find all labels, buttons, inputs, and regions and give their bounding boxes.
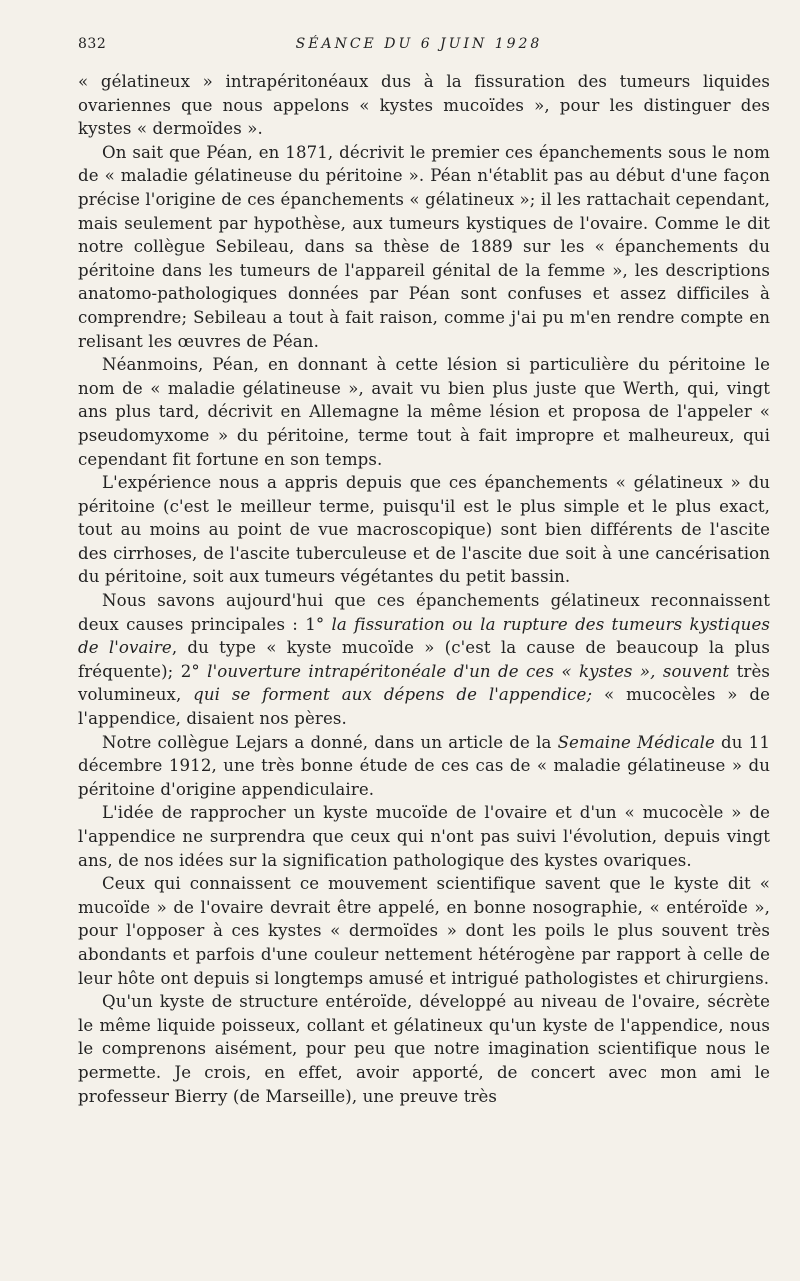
text-run: « gélatineux » intrapéritonéaux dus à la fissuration des tumeurs liquides ovariennes que nous appelons « kystes mucoïdes », pour les distinguer des kystes « dermoïdes ». [78, 72, 770, 139]
text-run: Notre collègue Lejars a donné, dans un article de la [102, 732, 558, 752]
running-head: SÉANCE DU 6 JUIN 1928 [295, 36, 543, 52]
page-number: 832 [78, 36, 107, 52]
paragraph [78, 731, 770, 802]
paragraph [78, 872, 770, 990]
text-run: Néanmoins, Péan, en donnant à cette lésion si particulière du péritoine le nom de « maladie gélatineuse », avait vu bien plus juste que Werth, qui, vingt ans plus tard, décrivit en Allemagne la même lésion et proposa de l'appeler « pseudomyxome » du péritoine, terme tout à fait impropre et malheureux, qui cependant fit fortune en son temps. [78, 355, 770, 469]
text-run: L'idée de rapprocher un kyste mucoïde de l'ovaire et d'un « mucocèle » de l'appendice ne surprendra que ceux qui n'ont pas suivi l'évolution, depuis vingt ans, de nos idées sur la signification pathologique des kystes ovariques. [78, 803, 770, 870]
paragraph [78, 353, 770, 471]
text-run: , du type « kyste mucoïde » (c'est la cause de beaucoup la plus fréquente); 2° [78, 638, 770, 681]
text-run: très volumineux, [78, 661, 770, 705]
italic-text: la fissuration ou la rupture des tumeurs kystiques de l'ovaire [78, 614, 770, 658]
paragraph [78, 801, 770, 872]
paragraph [78, 990, 770, 1108]
paragraph [78, 70, 770, 141]
italic-text: Semaine Médicale [557, 732, 715, 752]
italic-text: l'ouverture intrapéritonéale d'un de ces « kystes », souvent [207, 661, 730, 681]
text-run: du 11 décembre 1912, une très bonne étude de ces cas de « maladie gélatineuse » du péritoine d'origine appendiculaire. [78, 732, 770, 799]
page-header [78, 36, 770, 62]
text-run: On sait que Péan, en 1871, décrivit le premier ces épanchements sous le nom de « maladie gélatineuse du péritoine ». Péan n'établit pas au début d'une façon précise l'origine de ces épanchements « gélatineux »; il les rattachait cependant, mais seulement par hypothèse, aux tumeurs kystiques de l'ovaire. Comme le dit notre collègue Sebileau, dans sa thèse de 1889 sur les « épanchements du péritoine dans les tumeurs de l'appareil génital de la femme », les descriptions anatomo-pathologiques données par Péan sont confuses et assez difficiles à comprendre; Sebileau a tout à fait raison, comme j'ai pu m'en rendre compte en relisant les œuvres de Péan. [78, 142, 771, 351]
text-run: L'expérience nous a appris depuis que ces épanchements « gélatineux » du péritoine (c'est le meilleur terme, puisqu'il est le plus simple et le plus exact, tout au moins au point de vue macroscopique) sont bien différents de l'ascite des cirrhoses, de l'ascite tuberculeuse et de l'ascite due soit à une cancérisation du péritoine, soit aux tumeurs végétantes du petit bassin. [78, 473, 770, 587]
text-run: Nous savons aujourd'hui que ces épanchements gélatineux reconnaissent deux causes principales : 1° [78, 591, 770, 634]
paragraph [78, 141, 770, 353]
text-run: Ceux qui connaissent ce mouvement scientifique savent que le kyste dit « mucoïde » de l'ovaire devrait être appelé, en bonne nosographie, « entéroïde », pour l'opposer à ces kystes « dermoïdes » dont les poils le plus souvent très abondants et parfois d'une couleur nettement hétérogène par rapport à celle de leur hôte ont depuis si longtemps amusé et intrigué pathologistes et chirurgiens. [78, 874, 770, 988]
paragraph [78, 471, 770, 589]
body-text [78, 70, 770, 1108]
paragraph [78, 589, 770, 731]
text-run: Qu'un kyste de structure entéroïde, développé au niveau de l'ovaire, sécrète le même liquide poisseux, collant et gélatineux qu'un kyste de l'appendice, nous le comprenons aisément, pour peu que notre imagination scientifique nous le permette. Je crois, en effet, avoir apporté, de concert avec mon ami le professeur Bierry (de Marseille), une preuve très [78, 992, 770, 1106]
text-run: « mucocèles » de l'appendice, disaient nos pères. [78, 685, 770, 729]
italic-text: qui se forment aux dépens de l'appendice; [193, 685, 593, 705]
